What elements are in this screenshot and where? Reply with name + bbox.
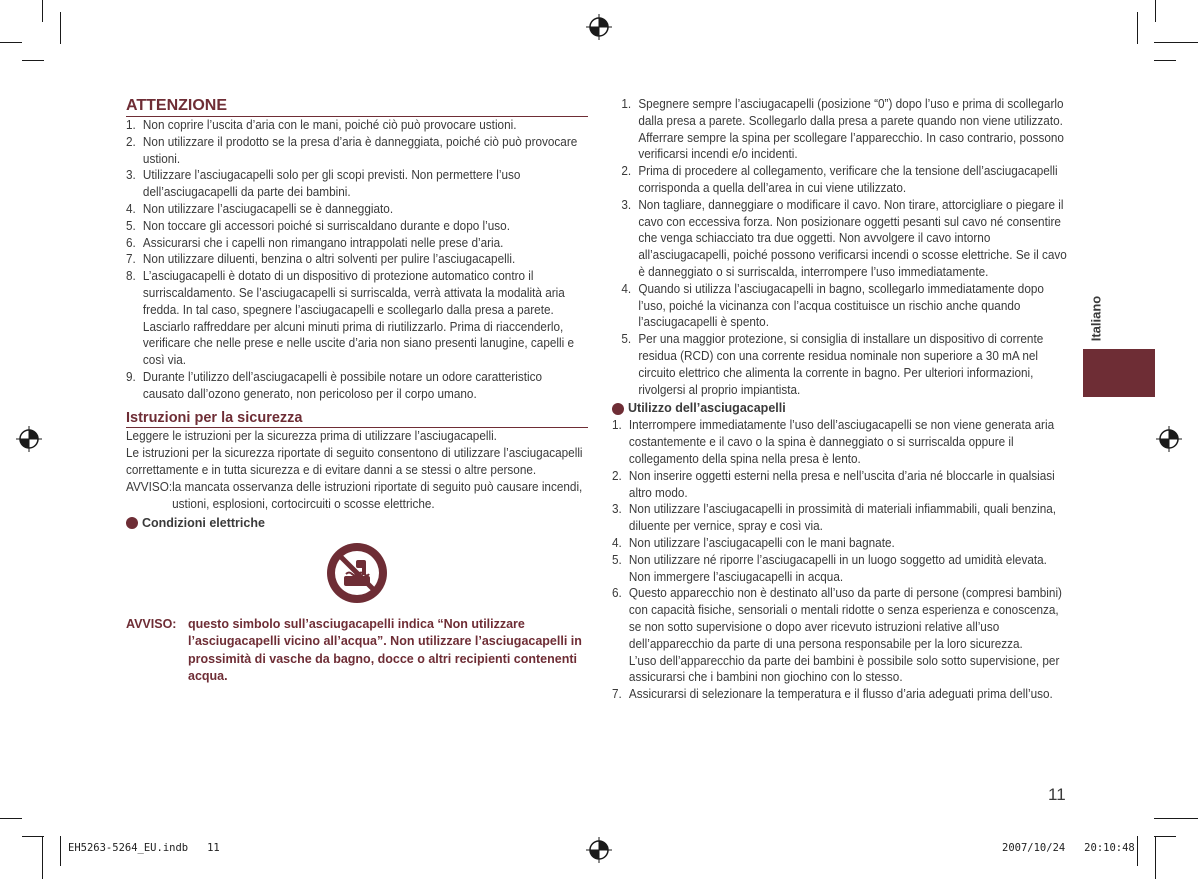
- item-number: 8.: [126, 269, 136, 284]
- item-number: 3.: [612, 502, 622, 517]
- crop-mark: [1137, 12, 1138, 44]
- crop-mark: [1154, 42, 1198, 43]
- sicurezza-paragraph: Le istruzioni per la sicurezza riportate di seguito consentono di utilizzare l’asciugacapelli correttamente e in tutta sicurezza e di evitare danni a se stessi o altre persone.: [126, 445, 583, 477]
- item-number: 4.: [621, 281, 632, 296]
- attenzione-item: [126, 251, 586, 268]
- item-text: Utilizzare l’asciugacapelli solo per gli scopi previsti. Non permettere l’uso dell’asciugacapelli da parte dei bambini.: [142, 168, 521, 200]
- attenzione-heading: ATTENZIONE: [126, 96, 588, 117]
- item-number: 3.: [126, 168, 136, 183]
- attenzione-item: [126, 201, 586, 218]
- item-number: 7.: [126, 252, 136, 267]
- attenzione-item: [126, 134, 586, 168]
- item-text: Non coprire l’uscita d’aria con le mani, poiché ciò può provocare ustioni.: [142, 118, 517, 132]
- item-text: Non utilizzare l’asciugacapelli in prossimità di materiali infiammabili, quali benzina, diluente per vernice, spray e così via.: [628, 502, 1057, 534]
- footer-date-slug: 2007/10/24 20:10:48: [1002, 842, 1135, 854]
- item-text: Assicurarsi che i capelli non rimangano intrappolati nelle prese d’aria.: [142, 235, 504, 250]
- item-number: 9.: [126, 369, 136, 384]
- utilizzo-item: [612, 501, 1070, 535]
- crop-mark: [42, 836, 43, 879]
- item-text: Non inserire oggetti esterni nella presa e nell’uscita d’aria né bloccarle in qualsiasi altro modo.: [628, 468, 1055, 500]
- item-number: 5.: [126, 218, 136, 233]
- registration-mark-icon: [586, 837, 612, 863]
- item-extra-text: L’uso dell’apparecchio da parte dei bambini è possibile solo sotto supervisione, per assicurarsi che i bambini non giochino con lo stesso.: [628, 653, 1060, 685]
- item-text: Non toccare gli accessori poiché si surriscaldano durante e dopo l’uso.: [142, 218, 510, 233]
- item-number: 6.: [126, 235, 136, 250]
- condizioni-warning: [126, 616, 588, 686]
- item-text: Spegnere sempre l’asciugacapelli (posizione “0”) dopo l’uso e prima di scollegarlo dalla presa a parete. Scollegarlo dalla presa a parete quando non viene utilizzato. Afferrare sempre la spina per scollegare l’apparecchio. In caso contrario, possono verificarsi incendi e/o incidenti.: [638, 97, 1064, 162]
- warning-symbol: [126, 542, 588, 604]
- page-number: 11: [1048, 785, 1066, 804]
- item-text: Non utilizzare l’asciugacapelli con le mani bagnate.: [628, 535, 895, 550]
- registration-mark-icon: [586, 14, 612, 40]
- crop-mark: [0, 42, 22, 43]
- utilizzo-item: [612, 535, 1070, 552]
- item-text: Non utilizzare né riporre l’asciugacapelli in un luogo soggetto ad umidità elevata. Non immergere l’asciugacapelli in acqua.: [628, 552, 1047, 584]
- crop-mark: [1137, 836, 1138, 866]
- safety-item: [612, 331, 1070, 398]
- utilizzo-title: Utilizzo dell’asciugacapelli: [628, 401, 786, 416]
- attenzione-item: [126, 167, 586, 201]
- item-number: 1.: [612, 418, 622, 433]
- item-number: 4.: [126, 201, 136, 216]
- item-number: 5.: [612, 552, 622, 567]
- safety-item: [612, 163, 1070, 197]
- item-text: Quando si utilizza l’asciugacapelli in bagno, scollegarlo immediatamente dopo l’uso, poiché la vicinanza con l’acqua costituisce un rischio anche quando l’asciugacapelli è spento.: [638, 281, 1044, 330]
- safety-item: [612, 281, 1070, 331]
- item-number: 3.: [621, 197, 632, 212]
- item-number: 2.: [126, 134, 136, 149]
- crop-mark: [0, 818, 22, 819]
- crop-mark: [1154, 818, 1198, 819]
- item-text: Prima di procedere al collegamento, verificare che la tensione dell’asciugacapelli corrisponda a quella dell’area in cui viene utilizzato.: [638, 164, 1058, 195]
- avviso-text: la mancata osservanza delle istruzioni riportate di seguito può causare incendi, ustioni, esplosioni, cortocircuiti o scosse elettriche.: [172, 479, 583, 511]
- crop-mark: [1154, 836, 1176, 837]
- crop-mark: [22, 60, 44, 61]
- footer-file-slug: EH5263-5264_EU.indb 11: [68, 842, 220, 854]
- item-number: 2.: [612, 468, 622, 483]
- item-text: L’asciugacapelli è dotato di un dispositivo di protezione automatico contro il surriscaldamento. Se l’asciugacapelli si surriscalda, verrà attivata la modalità aria fredda. In tal caso, spegnere l’asciugacapelli e scollegarlo dalla presa a parete. Lasciarlo raffreddare per alcuni minuti prima di riutilizzarlo. Prima di riaccenderlo, verificare che nelle prese e nelle uscite d’aria non siano presenti lanugine, capelli e così via.: [142, 269, 575, 368]
- item-number: 2.: [621, 164, 632, 179]
- item-number: 1.: [621, 97, 632, 111]
- crop-mark: [1154, 60, 1176, 61]
- item-number: 7.: [612, 687, 622, 702]
- item-text: Non utilizzare diluenti, benzina o altri solventi per pulire l’asciugacapelli.: [142, 252, 516, 267]
- safety-item: [612, 197, 1070, 281]
- registration-mark-icon: [16, 426, 42, 452]
- utilizzo-item: [612, 686, 1070, 703]
- attenzione-item: [126, 369, 586, 403]
- crop-mark: [1155, 836, 1156, 879]
- item-text: Non utilizzare l’asciugacapelli se è danneggiato.: [142, 201, 394, 216]
- language-tab-label: Italiano: [1088, 295, 1104, 341]
- avviso-note: [126, 479, 586, 513]
- item-text: Non utilizzare il prodotto se la presa d’aria è danneggiata, poiché ciò può provocare ustioni.: [142, 134, 578, 166]
- warning-label: AVVISO:: [126, 616, 177, 631]
- safety-item: [612, 96, 1070, 163]
- item-text: Durante l’utilizzo dell’asciugacapelli è possibile notare un odore caratteristico causato dall’ozono generato, non pericoloso per il corpo umano.: [142, 369, 542, 401]
- item-text: Per una maggior protezione, si consiglia di installare un dispositivo di corrente residua (RCD) con una corrente residua nominale non superiore a 30 mA nel circuito elettrico che alimenta la corrente in bagno. Per ulteriori informazioni, rivolgersi al proprio impiantista.: [638, 332, 1044, 397]
- condizioni-title: Condizioni elettriche: [142, 515, 265, 530]
- attenzione-item: [126, 268, 586, 369]
- bullet-dot-icon: [126, 517, 138, 529]
- item-number: 6.: [612, 586, 622, 601]
- crop-mark: [60, 836, 61, 866]
- item-number: 1.: [126, 118, 136, 132]
- utilizzo-item: [612, 552, 1070, 586]
- left-column: [126, 96, 588, 686]
- item-number: 4.: [612, 535, 622, 550]
- item-number: 5.: [621, 332, 632, 347]
- crop-mark: [42, 0, 43, 22]
- attenzione-item: [126, 235, 586, 252]
- attenzione-item: [126, 117, 586, 134]
- no-hairdryer-near-water-icon: [326, 542, 388, 604]
- condizioni-heading: [126, 515, 588, 532]
- utilizzo-heading: [612, 400, 1072, 417]
- crop-mark: [1155, 0, 1156, 22]
- crop-mark: [60, 12, 61, 44]
- item-text: Questo apparecchio non è destinato all’uso da parte di persone (compresi bambini) con capacità fisiche, sensoriali o mentali ridotte o senza esperienza e conoscenza, se non sotto supervisione o dopo aver ricevuto istruzioni relative all’uso dell’apparecchio da parte di una persona responsabile per la loro sicurezza.: [628, 586, 1062, 651]
- warning-text: questo simbolo sull’asciugacapelli indica “Non utilizzare l’asciugacapelli vicino all’acqua”. Non utilizzare l’asciugacapelli in prossimità di vasche da bagno, docce o altri recipienti contenenti acqua.: [188, 616, 582, 684]
- attenzione-item: [126, 218, 586, 235]
- item-text: Assicurarsi di selezionare la temperatura e il flusso d’aria adeguati prima dell’uso.: [628, 687, 1053, 702]
- registration-mark-icon: [1156, 426, 1182, 452]
- sicurezza-heading: Istruzioni per la sicurezza: [126, 409, 588, 428]
- item-text: Non tagliare, danneggiare o modificare il cavo. Non tirare, attorcigliare o piegare il cavo con eccessiva forza. Non posizionare oggetti pesanti sul cavo né consentire che venga schiacciato tra due oggetti. Non avvolgere il cavo intorno all’asciugacapelli, poiché possono verificarsi incendi o scosse elettriche. Se il cavo è danneggiato o si surriscalda, interrompere l’uso immediatamente.: [638, 197, 1067, 279]
- sicurezza-paragraph: Leggere le istruzioni per la sicurezza prima di utilizzare l’asciugacapelli.: [126, 428, 497, 443]
- utilizzo-item: [612, 417, 1070, 467]
- avviso-label: AVVISO:: [126, 479, 173, 494]
- right-column: [612, 96, 1072, 703]
- bullet-dot-icon: [612, 403, 624, 415]
- utilizzo-item: [612, 468, 1070, 502]
- item-text: Interrompere immediatamente l’uso dell’asciugacapelli se non viene generata aria costantemente e il cavo o la spina è danneggiato o si surriscalda oppure il collegamento della spina nella presa è lento.: [628, 418, 1055, 466]
- utilizzo-item: [612, 585, 1070, 686]
- crop-mark: [22, 836, 44, 837]
- language-tab: [1083, 349, 1155, 397]
